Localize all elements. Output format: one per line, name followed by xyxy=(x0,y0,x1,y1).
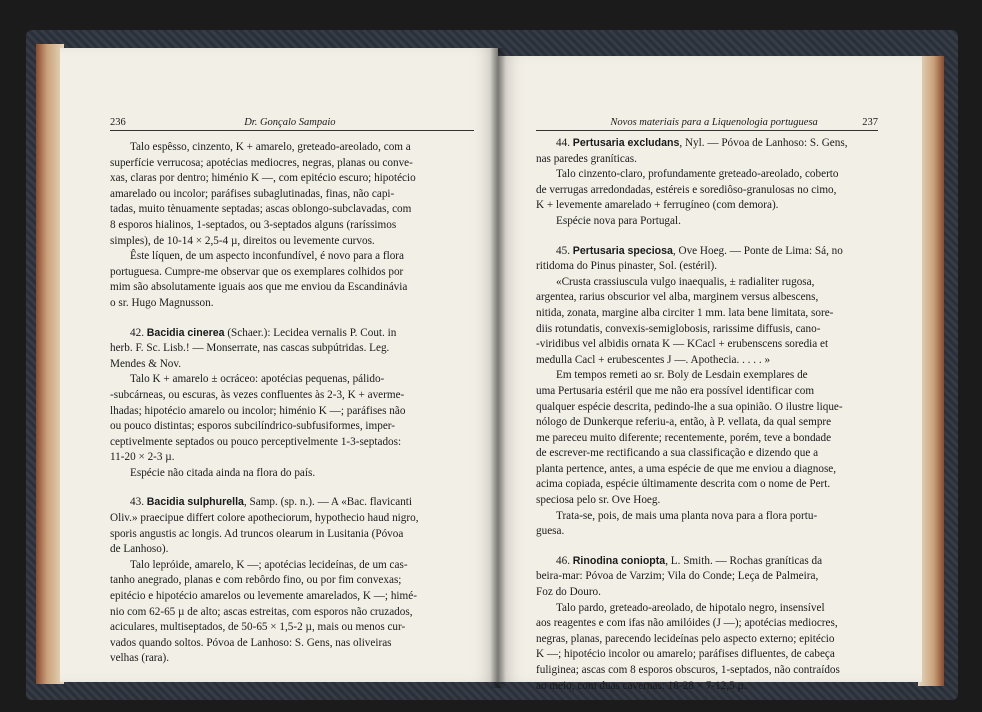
text-line: guesa. xyxy=(536,525,565,538)
text-line: portuguesa. Cumpre-me observar que os exemplares colhidos por xyxy=(110,265,404,278)
text-line: nólogo de Dunkerque referiu-a, então, à P. vellata, da qual sempre xyxy=(536,416,832,429)
text-line: beira-mar: Póvoa de Varzim; Vila do Conde; Leça de Palmeira, xyxy=(536,570,819,583)
text-line: sporis angustis ac longis. Ad truncos olearum in Lusitania (Póvoa xyxy=(110,527,404,540)
text-line: Espécie não citada ainda na flora do país. xyxy=(130,466,316,479)
text-line: mim são absolutamente iguais aos que me enviou da Escandinávia xyxy=(110,281,408,294)
left-page-body xyxy=(110,140,474,667)
text-line: de Lanhoso). xyxy=(110,543,169,556)
text-line: 42. Bacidia cinerea (Schaer.): Lecidea vernalis P. Cout. in xyxy=(130,326,397,339)
paragraph-gap xyxy=(110,481,474,495)
text-line: de verrugas arredondadas, estéreis e sorediôso-granulosas no cimo, xyxy=(536,183,837,196)
text-line: 11-20 × 2-3 µ. xyxy=(110,451,175,464)
page-number: 236 xyxy=(110,117,126,128)
text-line: ceptivelmente septados ou pouco perceptivelmente 1-3-septados: xyxy=(110,435,402,448)
text-line: «Crusta crassiuscula vulgo inaequalis, ± radialiter rugosa, xyxy=(556,275,815,288)
text-line: diis rotundatis, convexis-semiglobosis, rarissime diffusis, cano- xyxy=(536,322,821,335)
left-page xyxy=(60,48,498,682)
text-line: planta pertence, antes, a uma espécie de que me enviou a diagnose, xyxy=(536,462,837,475)
text-line: argentea, rarius obscurior vel alba, marginem versus albescens, xyxy=(536,291,819,304)
text-line: K —; hipotécio incolor ou amarelo; paráfises difluentes, de cabeça xyxy=(536,648,835,661)
text-line: me pareceu muito diferente; recentemente, porém, teve a bondade xyxy=(536,431,832,444)
text-line: uma Pertusaria estéril que me não era possível identificar com xyxy=(536,384,815,397)
text-line: qualquer espécie descrita, pedindo-lhe a sua opinião. O ilustre lique- xyxy=(536,400,843,413)
text-line: Talo cinzento-claro, profundamente greteado-areolado, coberto xyxy=(556,168,839,181)
text-line: ao meio, com duas cavernas: 18-28 × 7-12,5 µ. xyxy=(536,679,747,692)
text-line: K + levemente amarelado + ferrugíneo (com demora). xyxy=(536,199,779,212)
text-line: nitida, zonata, margine alba circiter 1 mm. lata bene limitata, sore- xyxy=(536,306,834,319)
text-line: ritidoma do Pinus pinaster, Sol. (estéril). xyxy=(536,260,718,273)
text-line: fuliginea; ascas com 8 esporos obscuros, 1-septados, não contraídos xyxy=(536,664,840,676)
running-title: Dr. Gonçalo Sampaio xyxy=(244,117,336,128)
page-number: 237 xyxy=(862,117,878,128)
paragraph-gap xyxy=(536,230,878,244)
text-line: vados quando soltos. Póvoa de Lanhoso: S. Gens, nas oliveiras xyxy=(110,636,392,649)
right-page-header xyxy=(536,112,878,131)
text-line: Talo lepróide, amarelo, K —; apotécias lecideínas, de um cas- xyxy=(130,558,408,571)
text-line: acima copiada, espécie últimamente descrita com o nome de Pert. xyxy=(536,478,831,491)
text-line: Oliv.» praecipue differt colore apotheciorum, hypothecio haud nigro, xyxy=(110,512,419,525)
text-line: 8 esporos hialinos, 1-septados, ou 3-septados alguns (raríssimos xyxy=(110,218,397,231)
text-line: Talo K + amarelo ± ocráceo: apotécias pequenas, pálido- xyxy=(130,373,385,386)
text-line: -viridibus vel albidis ornata K — KCacl + erubenscens soredia et xyxy=(536,338,829,351)
text-line: 44. Pertusaria excludans, Nyl. — Póvoa de Lanhoso: S. Gens, xyxy=(556,137,848,149)
text-line: de escrever-me rectificando a sua classificação e dizendo que a xyxy=(536,447,819,460)
right-page xyxy=(498,56,922,692)
text-line: speciosa pelo sr. Ove Hoeg. xyxy=(536,494,661,507)
text-line: simples), de 10-14 × 2,5-4 µ, direitos ou levemente curvos. xyxy=(110,234,375,247)
paragraph-gap xyxy=(536,540,878,554)
text-line: -subcárneas, ou escuras, às vezes confluentes às 2-3, K + averme- xyxy=(110,388,405,401)
text-line: 46. Rinodina coniopta, L. Smith. — Rochas graníticas da xyxy=(556,554,823,567)
text-line: superfície verrucosa; apotécias mediocres, negras, planas ou conve- xyxy=(110,156,413,169)
paragraph-gap xyxy=(110,312,474,326)
text-line: nas paredes graníticas. xyxy=(536,152,637,165)
text-line: tadas, muito tènuamente septadas; ascas oblongo-subclavadas, com xyxy=(110,203,412,216)
text-line: medulla Cacl + erubescentes J —. Apothecia. . . . . » xyxy=(536,353,771,366)
text-line: Talo pardo, greteado-areolado, de hipotalo negro, insensível xyxy=(556,601,825,614)
text-line: amarelado ou incolor; paráfises subaglutinadas, finas, não capi- xyxy=(110,187,395,200)
text-line: Mendes & Nov. xyxy=(110,357,182,370)
running-title: Novos materiais para a Liquenologia portuguesa xyxy=(610,117,818,128)
text-line: aciculares, multiseptados, de 50-65 × 1,5-2 µ, mais ou menos cur- xyxy=(110,621,406,634)
right-page-body xyxy=(536,136,878,694)
text-line: velhas (rara). xyxy=(110,652,170,665)
text-line: xas, claras por dentro; himénio K —, com epitécio escuro; hipotécio xyxy=(110,172,416,185)
text-line: herb. F. Sc. Lisb.! — Monserrate, nas cascas subpútridas. Leg. xyxy=(110,342,390,355)
text-line: negras, planas, parecendo lecideínas pelo aspecto externo; epitécio xyxy=(536,632,835,645)
text-line: Trata-se, pois, de mais uma planta nova para a flora portu- xyxy=(556,509,818,522)
text-line: Talo espêsso, cinzento, K + amarelo, greteado-areolado, com a xyxy=(130,141,411,153)
text-line: tanho anegrado, planas e com rebôrdo fino, ou por fim convexas; xyxy=(110,574,402,587)
book-gutter xyxy=(490,48,506,688)
text-line: Êste líquen, de um aspecto inconfundível, é novo para a flora xyxy=(130,250,405,263)
left-page-header xyxy=(110,112,474,131)
text-line: 43. Bacidia sulphurella, Samp. (sp. n.). — A «Bac. flavicanti xyxy=(130,496,413,509)
text-line: Foz do Douro. xyxy=(536,586,601,599)
text-line: epitécio e hipotécio amarelos ou levemente amarelados, K —; himé- xyxy=(110,590,417,603)
text-line: o sr. Hugo Magnusson. xyxy=(110,296,214,309)
text-line: lhadas; hipotécio amarelo ou incolor; himénio K —; paráfises não xyxy=(110,404,406,417)
text-line: Em tempos remeti ao sr. Boly de Lesdain exemplares de xyxy=(556,369,808,382)
text-line: 45. Pertusaria speciosa, Ove Hoeg. — Ponte de Lima: Sá, no xyxy=(556,244,843,257)
text-line: nio com 62-65 µ de alto; ascas estreitas, com esporos não cruzados, xyxy=(110,605,413,618)
text-line: ou pouco distintas; esporos subcilíndrico-subfusiformes, imper- xyxy=(110,420,396,433)
text-line: aos reagentes e com ifas não amilóides (J —); apotécias mediocres, xyxy=(536,617,838,630)
text-line: Espécie nova para Portugal. xyxy=(556,214,681,227)
